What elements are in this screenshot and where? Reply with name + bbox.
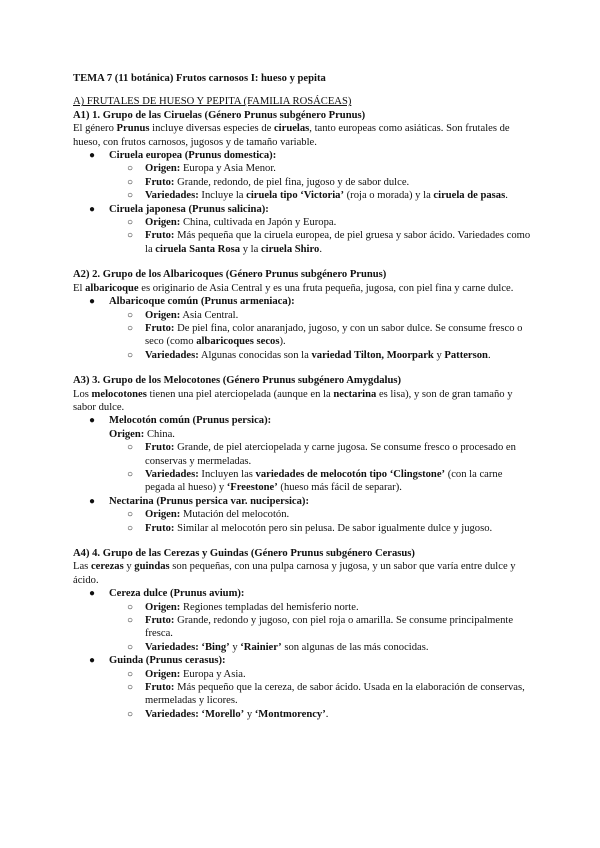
species-item [73, 414, 533, 494]
detail-text: variedad Tilton, Moorpark [311, 349, 434, 361]
circle-bullet-icon: ○ [127, 601, 134, 613]
detail-text: Asia Central. [180, 309, 239, 321]
detail-text: ‘Rainier’ [240, 641, 282, 653]
circle-bullet-icon: ○ [127, 708, 134, 720]
species-name: Guinda (Prunus cerasus): [109, 655, 226, 667]
intro-text: nectarina [333, 388, 377, 400]
detail-list [109, 162, 533, 202]
detail-text: Algunas conocidas son la [198, 349, 312, 361]
detail-text: Fruto: [145, 522, 175, 534]
species-list [73, 295, 533, 362]
detail-text: ‘Morello’ [201, 708, 245, 720]
detail-text: Origen: [145, 309, 181, 321]
species-item [73, 654, 533, 721]
species-name: Cereza dulce (Prunus avium): [109, 588, 245, 600]
detail-item [109, 349, 533, 362]
detail-text: y [229, 641, 241, 653]
detail-item [109, 322, 533, 349]
detail-text: China, cultivada en Japón y Europa. [180, 217, 337, 229]
detail-text: Fruto: [145, 322, 175, 334]
detail-text: . [505, 190, 508, 202]
detail-item [109, 601, 533, 614]
species-list [73, 587, 533, 721]
detail-item [109, 468, 533, 495]
document-title: TEMA 7 (11 botánica) Frutos carnosos I: hueso y pepita [73, 73, 326, 84]
species-list [73, 414, 533, 535]
detail-text: Fruto: [145, 176, 175, 188]
species-name: Ciruela europea (Prunus domestica): [109, 150, 277, 162]
detail-text: Fruto: [145, 442, 175, 454]
detail-text: Variedades: [145, 641, 199, 653]
detail-text: Fruto: [145, 615, 175, 627]
circle-bullet-icon: ○ [127, 217, 134, 229]
detail-item [109, 681, 533, 708]
detail-text: Incluye la [198, 190, 247, 202]
circle-bullet-icon: ○ [127, 615, 134, 627]
bullet-icon: ● [89, 203, 96, 215]
species-item [73, 149, 533, 203]
group-heading: A1) 1. Grupo de las Ciruelas (Género Prunus subgénero Prunus) [73, 109, 366, 121]
detail-item [109, 508, 533, 521]
detail-item [109, 441, 533, 468]
bullet-icon: ● [89, 415, 96, 427]
group-a3 [73, 374, 533, 535]
circle-bullet-icon: ○ [127, 230, 134, 242]
detail-text: Europa y Asia. [180, 668, 246, 680]
species-item [73, 495, 533, 535]
group-intro [73, 560, 533, 587]
intro-text: es lisa), y son de gran tamaño y sabor dulce. [73, 388, 513, 413]
detail-item [109, 162, 533, 175]
document-page [73, 72, 533, 721]
intro-text: albaricoque [85, 282, 139, 294]
intro-text: Los [73, 388, 92, 400]
circle-bullet-icon: ○ [127, 190, 134, 202]
detail-text: Origen: [145, 668, 181, 680]
circle-bullet-icon: ○ [127, 509, 134, 521]
group-intro [73, 282, 533, 295]
detail-text: ‘Freestone’ [226, 482, 278, 494]
intro-text: es originario de Asia Central y es una fruta pequeña, jugosa, con piel fina y carne dulce. [138, 282, 514, 294]
group-heading: A3) 3. Grupo de los Melocotones (Género Prunus subgénero Amygdalus) [73, 375, 402, 387]
bullet-icon: ● [89, 588, 96, 600]
group-intro [73, 122, 533, 149]
detail-text: (con la carne pegada al hueso) y [145, 468, 503, 494]
detail-text: Similar al melocotón pero sin pelusa. De sabor igualmente dulce y jugoso. [174, 522, 493, 534]
detail-text: ciruela Shiro [260, 243, 320, 255]
intro-text: cerezas [90, 561, 124, 573]
detail-list [109, 508, 533, 535]
detail-text: Origen: [145, 163, 181, 175]
detail-text: Europa y Asia Menor. [180, 163, 276, 175]
intro-text: guindas [134, 561, 170, 573]
intro-text: El género [73, 123, 117, 135]
detail-text: (roja o morada) y la [344, 190, 434, 202]
detail-text: ciruela Santa Rosa [155, 243, 241, 255]
detail-item [109, 641, 533, 654]
circle-bullet-icon: ○ [127, 682, 134, 694]
detail-text: Grande, de piel aterciopelada y carne jugosa. Se consume fresco o procesado en conservas y mermeladas. [145, 442, 516, 467]
detail-list [109, 668, 533, 722]
intro-text: El [73, 282, 86, 294]
detail-text: Origen: [145, 217, 181, 229]
detail-text: China. [144, 428, 175, 440]
detail-text: Incluyen las [198, 468, 256, 480]
bullet-icon: ● [89, 495, 96, 507]
detail-item [109, 176, 533, 189]
group-a4 [73, 547, 533, 721]
detail-text: Origen: [109, 428, 145, 440]
detail-item [109, 189, 533, 202]
detail-text: albaricoques secos [196, 336, 280, 348]
detail-text: Origen: [145, 601, 181, 613]
group-intro [73, 388, 533, 415]
detail-list [109, 216, 533, 256]
detail-text: y [433, 349, 445, 361]
detail-text: (hueso más fácil de separar). [277, 482, 402, 494]
detail-text: Fruto: [145, 682, 175, 694]
circle-bullet-icon: ○ [127, 163, 134, 175]
detail-item [109, 614, 533, 641]
intro-text: melocotones [91, 388, 147, 400]
section-heading-a: A) FRUTALES DE HUESO Y PEPITA (FAMILIA ROSÁCEAS) [73, 96, 352, 108]
detail-text: De piel fina, color anaranjado, jugoso, y con un sabor dulce. Se consume fresco o seco (como [145, 322, 523, 348]
detail-text: . [325, 708, 329, 720]
detail-item [109, 216, 533, 229]
species-name: Albaricoque común (Prunus armeniaca): [109, 296, 295, 308]
species-item [73, 295, 533, 362]
group-a2 [73, 268, 533, 362]
circle-bullet-icon: ○ [127, 522, 134, 534]
detail-text: . [487, 349, 491, 361]
detail-text: ‘Montmorency’ [254, 708, 326, 720]
detail-text: Grande, redondo, de piel fina, jugoso y de sabor dulce. [174, 176, 410, 188]
intro-text: , tanto europeas como asiáticas. Son frutales de hueso, con frutos carnosos, jugosos y de tamaño variable. [73, 123, 510, 148]
circle-bullet-icon: ○ [127, 176, 134, 188]
bullet-icon: ● [89, 150, 96, 162]
group-a1 [73, 109, 533, 256]
detail-text: son algunas de las más conocidas. [281, 641, 429, 653]
detail-text: Origen: [145, 509, 181, 521]
detail-text: ciruela tipo ‘Victoria’ [246, 190, 344, 202]
intro-text: son pequeñas, con una pulpa carnosa y jugosa, y un sabor que varía entre dulce y ácido. [73, 561, 516, 586]
detail-text: Grande, redondo y jugoso, con piel roja o amarilla. Se consume principalmente fresca. [145, 615, 514, 640]
intro-text: y [123, 561, 135, 573]
circle-bullet-icon: ○ [127, 349, 134, 361]
species-item [73, 203, 533, 257]
intro-text: Prunus [116, 123, 150, 135]
detail-list [109, 601, 533, 655]
intro-text: tienen una piel aterciopelada (aunque en la [146, 388, 334, 400]
bullet-icon: ● [89, 655, 96, 667]
intro-text: Las [73, 561, 91, 573]
detail-list [109, 441, 533, 495]
detail-text: Regiones templadas del hemisferio norte. [180, 601, 359, 613]
circle-bullet-icon: ○ [127, 442, 134, 454]
species-name: Melocotón común (Prunus persica): [109, 415, 272, 427]
detail-text: Más pequeño que la cereza, de sabor ácido. Usada en la elaboración de conservas, mermeladas y licores. [145, 682, 525, 707]
detail-text: Variedades: [145, 190, 199, 202]
detail-text: y la [240, 243, 261, 255]
detail-text: Variedades: [145, 708, 199, 720]
detail-text: ). [279, 336, 286, 348]
intro-text: ciruelas [273, 123, 310, 135]
circle-bullet-icon: ○ [127, 309, 134, 321]
detail-item [109, 522, 533, 535]
detail-item [109, 309, 533, 322]
circle-bullet-icon: ○ [127, 641, 134, 653]
group-heading: A2) 2. Grupo de los Albaricoques (Género Prunus subgénero Prunus) [73, 269, 387, 281]
detail-text: ‘Bing’ [201, 641, 230, 653]
detail-text: variedades de melocotón tipo ‘Clingstone’ [255, 468, 446, 480]
species-origin [109, 428, 533, 441]
bullet-icon: ● [89, 296, 96, 308]
circle-bullet-icon: ○ [127, 668, 134, 680]
circle-bullet-icon: ○ [127, 468, 134, 480]
detail-text: Mutación del melocotón. [180, 509, 290, 521]
detail-text: ciruela de pasas [433, 190, 506, 202]
detail-text: . [319, 243, 322, 255]
detail-text: Variedades: [145, 468, 199, 480]
intro-text: incluye diversas especies de [149, 123, 274, 135]
detail-item [109, 708, 533, 721]
circle-bullet-icon: ○ [127, 322, 134, 334]
group-heading: A4) 4. Grupo de las Cerezas y Guindas (Género Prunus subgénero Cerasus) [73, 548, 415, 559]
detail-text: Variedades: [145, 349, 199, 361]
species-name: Nectarina (Prunus persica var. nucipersica): [109, 495, 309, 507]
detail-text: y [244, 708, 255, 720]
detail-item [109, 668, 533, 681]
detail-text: Fruto: [145, 230, 175, 242]
detail-list [109, 309, 533, 363]
species-name: Ciruela japonesa (Prunus salicina): [109, 203, 269, 215]
detail-text: Patterson [444, 349, 488, 361]
species-item [73, 587, 533, 654]
species-list [73, 149, 533, 256]
detail-text: Más pequeña que la ciruela europea, de piel gruesa y sabor ácido. Variedades como la [145, 230, 531, 255]
detail-item [109, 229, 533, 256]
